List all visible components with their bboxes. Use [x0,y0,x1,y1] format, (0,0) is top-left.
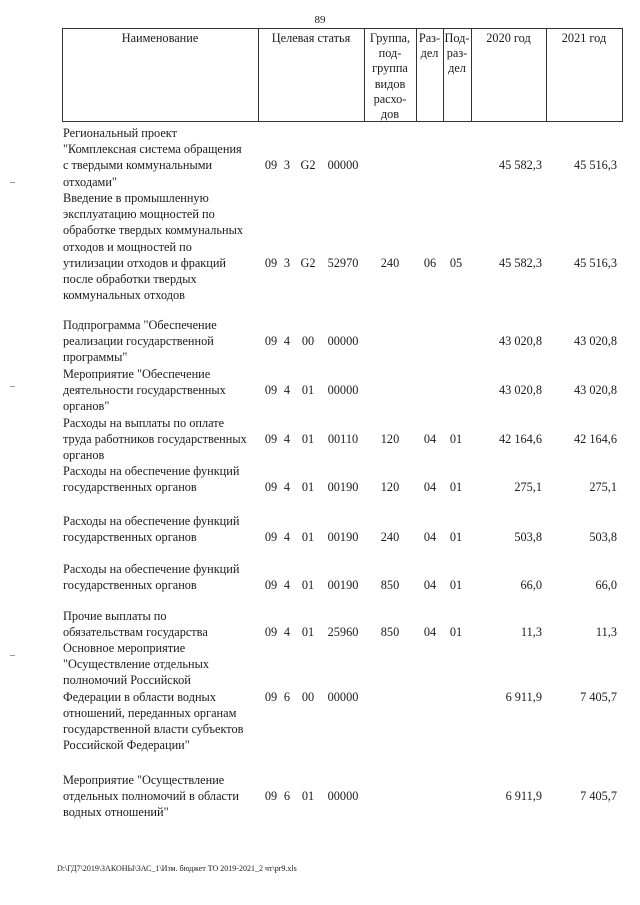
row-v2021: 45 516,3 [573,255,617,270]
row-sub: 4 [283,625,291,640]
row-el: G2 [300,158,316,173]
header-bottom-rule [62,121,622,122]
row-v2020: 503,8 [514,530,542,545]
file-path-footer: D:\ГД7\2019\ЗАКОНЫ\ЗАС_1\Изм. бюджет ТО 2019-2021_2 чт\pr9.xls [57,864,297,873]
row-sub: 6 [283,789,291,804]
header-group: Группа, под- группа видов расхо- дов [369,31,411,122]
row-sub: 4 [283,383,291,398]
row-dir: 00000 [327,334,359,349]
row-name: Региональный проект "Комплексная система обращения с твердыми коммунальными отходами" [63,126,242,189]
row-sub: 4 [283,432,291,447]
header-subsection: Под- раз- дел [444,31,470,76]
row-prog: 09 [264,432,278,447]
row-el: 01 [301,480,315,495]
row-v2021: 275,1 [589,480,617,495]
row-el: 01 [301,578,315,593]
row-v2020: 45 582,3 [498,158,542,173]
row-v2021: 43 020,8 [573,334,617,349]
page-number: 89 [314,14,326,26]
row-prog: 09 [264,334,278,349]
row-prog: 09 [264,255,278,270]
row-v2020: 45 582,3 [498,255,542,270]
row-el: 01 [301,383,315,398]
row-ssec: 01 [449,480,463,495]
row-v2020: 43 020,8 [498,383,542,398]
header-name: Наименование [121,31,199,45]
row-grp: 850 [380,625,400,640]
row-prog: 09 [264,383,278,398]
row-dir: 00000 [327,383,359,398]
row-name: Прочие выплаты по обязательствам государства [63,609,208,640]
row-name: Расходы на обеспечение функций государственных органов [63,514,240,545]
row-name: Мероприятие "Обеспечение деятельности государственных органов" [63,367,226,414]
row-el: 01 [301,625,315,640]
row-sec: 04 [423,480,437,495]
row-v2021: 7 405,7 [580,689,617,704]
row-name: Расходы на обеспечение функций государственных органов [63,562,240,593]
row-v2021: 66,0 [595,578,617,593]
row-name: Расходы на обеспечение функций государственных органов [63,464,240,495]
header-section: Раз- дел [418,31,441,61]
row-v2020: 6 911,9 [505,789,542,804]
row-prog: 09 [264,158,278,173]
row-v2020: 11,3 [520,625,542,640]
row-dir: 25960 [327,625,359,640]
row-sub: 4 [283,578,291,593]
row-dir: 00190 [327,578,359,593]
row-prog: 09 [264,689,278,704]
margin-mark [10,182,15,183]
row-dir: 00000 [327,689,359,704]
row-v2020: 66,0 [520,578,542,593]
row-sub: 6 [283,689,291,704]
row-prog: 09 [264,530,278,545]
row-prog: 09 [264,480,278,495]
row-v2021: 42 164,6 [573,432,617,447]
row-dir: 00190 [327,480,359,495]
row-name: Подпрограмма "Обеспечение реализации государственной программы" [63,318,217,365]
row-v2021: 11,3 [595,625,617,640]
row-el: 01 [301,432,315,447]
row-grp: 120 [380,432,400,447]
row-grp: 850 [380,578,400,593]
header-divider [622,28,623,122]
row-ssec: 01 [449,432,463,447]
row-v2020: 43 020,8 [498,334,542,349]
row-v2021: 7 405,7 [580,789,617,804]
row-v2021: 43 020,8 [573,383,617,398]
header-top-rule [62,28,622,29]
row-ssec: 01 [449,530,463,545]
row-grp: 240 [380,255,400,270]
header-2020: 2020 год [486,31,531,45]
row-el: G2 [300,255,316,270]
row-dir: 00000 [327,789,359,804]
row-name: Основное мероприятие "Осуществление отдельных полномочий Российской Федерации в области водных отношений, переданных органам государственной власти субъектов Российской Федерации" [63,641,244,753]
row-dir: 52970 [327,255,359,270]
row-dir: 00000 [327,158,359,173]
row-v2020: 275,1 [514,480,542,495]
row-sub: 3 [283,255,291,270]
row-name: Расходы на выплаты по оплате труда работников государственных органов [63,416,247,463]
row-sec: 04 [423,578,437,593]
row-ssec: 01 [449,625,463,640]
row-ssec: 05 [449,255,463,270]
row-sec: 04 [423,432,437,447]
row-sec: 06 [423,255,437,270]
row-el: 00 [301,689,315,704]
row-v2021: 45 516,3 [573,158,617,173]
row-sec: 04 [423,530,437,545]
row-dir: 00190 [327,530,359,545]
row-sub: 4 [283,530,291,545]
row-name: Введение в промышленную эксплуатацию мощностей по обработке твердых коммунальных отходов и мощностей по утилизации отходов и фракций после обработки твердых коммунальных отходов [63,191,243,303]
row-sec: 04 [423,625,437,640]
row-grp: 120 [380,480,400,495]
row-name: Мероприятие "Осуществление отдельных полномочий в области водных отношений" [63,773,239,820]
row-el: 01 [301,530,315,545]
header-target: Целевая статья [271,31,351,45]
row-prog: 09 [264,625,278,640]
row-v2020: 42 164,6 [498,432,542,447]
header-2021: 2021 год [561,31,607,45]
row-sub: 4 [283,480,291,495]
row-el: 01 [301,789,315,804]
row-el: 00 [301,334,315,349]
row-ssec: 01 [449,578,463,593]
row-v2021: 503,8 [589,530,617,545]
row-grp: 240 [380,530,400,545]
row-prog: 09 [264,578,278,593]
row-sub: 4 [283,334,291,349]
row-v2020: 6 911,9 [505,689,542,704]
row-sub: 3 [283,158,291,173]
margin-mark [10,655,15,656]
margin-mark [10,386,15,387]
row-dir: 00110 [327,432,359,447]
row-prog: 09 [264,789,278,804]
